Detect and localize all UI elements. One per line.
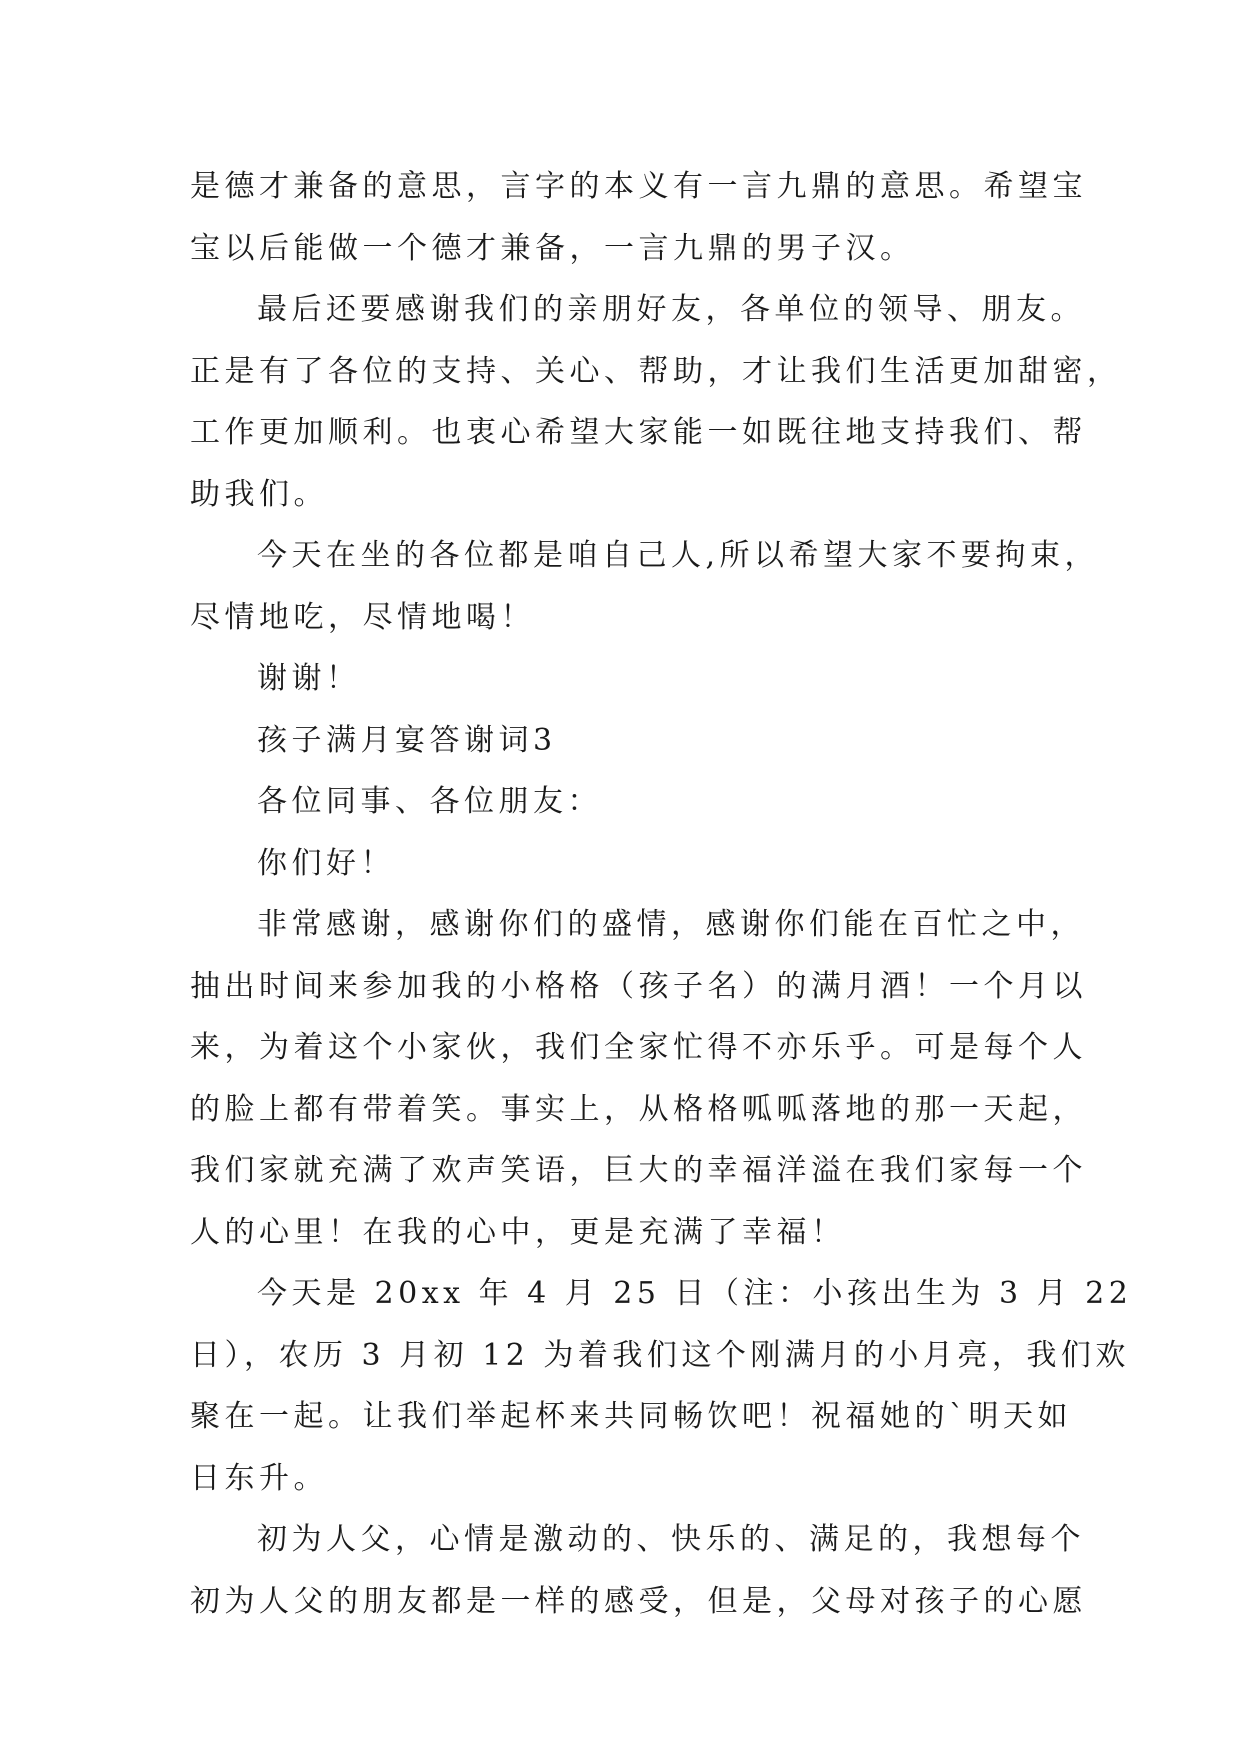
paragraph-line: 今天在坐的各位都是咱自己人,所以希望大家不要拘束， xyxy=(257,538,1100,573)
paragraph-line: 来，为着这个小家伙，我们全家忙得不亦乐乎。可是每个人 xyxy=(190,1030,1087,1065)
paragraph-line: 各位同事、各位朋友： xyxy=(257,784,602,819)
paragraph-line: 工作更加顺利。也衷心希望大家能一如既往地支持我们、帮 xyxy=(190,415,1087,450)
paragraph-line: 我们家就充满了欢声笑语，巨大的幸福洋溢在我们家每一个 xyxy=(190,1153,1087,1188)
paragraph-9 xyxy=(190,1263,1133,1509)
paragraph-line: 日），农历 3 月初 12 为着我们这个刚满月的小月亮，我们欢 xyxy=(190,1337,1130,1373)
paragraph-line: 人的心里！在我的心中，更是充满了幸福！ xyxy=(190,1214,846,1250)
paragraph-line: 初为人父，心情是激动的、快乐的、满足的，我想每个 xyxy=(257,1522,1085,1557)
paragraph-10 xyxy=(190,1509,1087,1632)
paragraph-1 xyxy=(190,156,1087,279)
paragraph-line: 是德才兼备的意思，言字的本义有一言九鼎的意思。希望宝 xyxy=(190,169,1087,204)
paragraph-line: 的脸上都有带着笑。事实上，从格格呱呱落地的那一天起， xyxy=(190,1091,1087,1127)
paragraph-line: 今天是 20xx 年 4 月 25 日（注：小孩出生为 3 月 22 xyxy=(257,1276,1133,1311)
section-title: 孩子满月宴答谢词3 xyxy=(257,722,557,758)
paragraph-line: 非常感谢，感谢你们的盛情，感谢你们能在百忙之中， xyxy=(257,907,1085,942)
paragraph-line: 初为人父的朋友都是一样的感受，但是，父母对孩子的心愿 xyxy=(190,1583,1087,1619)
paragraph-line: 尽情地吃，尽情地喝！ xyxy=(190,599,535,635)
paragraph-3 xyxy=(190,525,1100,648)
paragraph-line: 日东升。 xyxy=(190,1460,328,1496)
section-heading xyxy=(190,710,1070,772)
paragraph-thanks xyxy=(190,648,1070,710)
paragraph-8 xyxy=(190,894,1087,1263)
paragraph-2 xyxy=(190,279,1122,525)
paragraph-line: 助我们。 xyxy=(190,476,328,512)
paragraph-line: 宝以后能做一个德才兼备，一言九鼎的男子汉。 xyxy=(190,230,915,266)
greeting xyxy=(190,833,1070,895)
paragraph-line: 你们好！ xyxy=(257,845,395,881)
salutation xyxy=(190,771,1070,833)
document-body xyxy=(190,156,1133,1632)
paragraph-line: 抽出时间来参加我的小格格（孩子名）的满月酒！一个月以 xyxy=(190,968,1087,1004)
paragraph-line: 正是有了各位的支持、关心、帮助，才让我们生活更加甜密， xyxy=(190,353,1122,389)
paragraph-line: 最后还要感谢我们的亲朋好友，各单位的领导、朋友。 xyxy=(257,292,1085,327)
paragraph-line: 谢谢！ xyxy=(257,661,361,696)
paragraph-line: 聚在一起。让我们举起杯来共同畅饮吧！祝福她的`明天如 xyxy=(190,1399,1072,1434)
